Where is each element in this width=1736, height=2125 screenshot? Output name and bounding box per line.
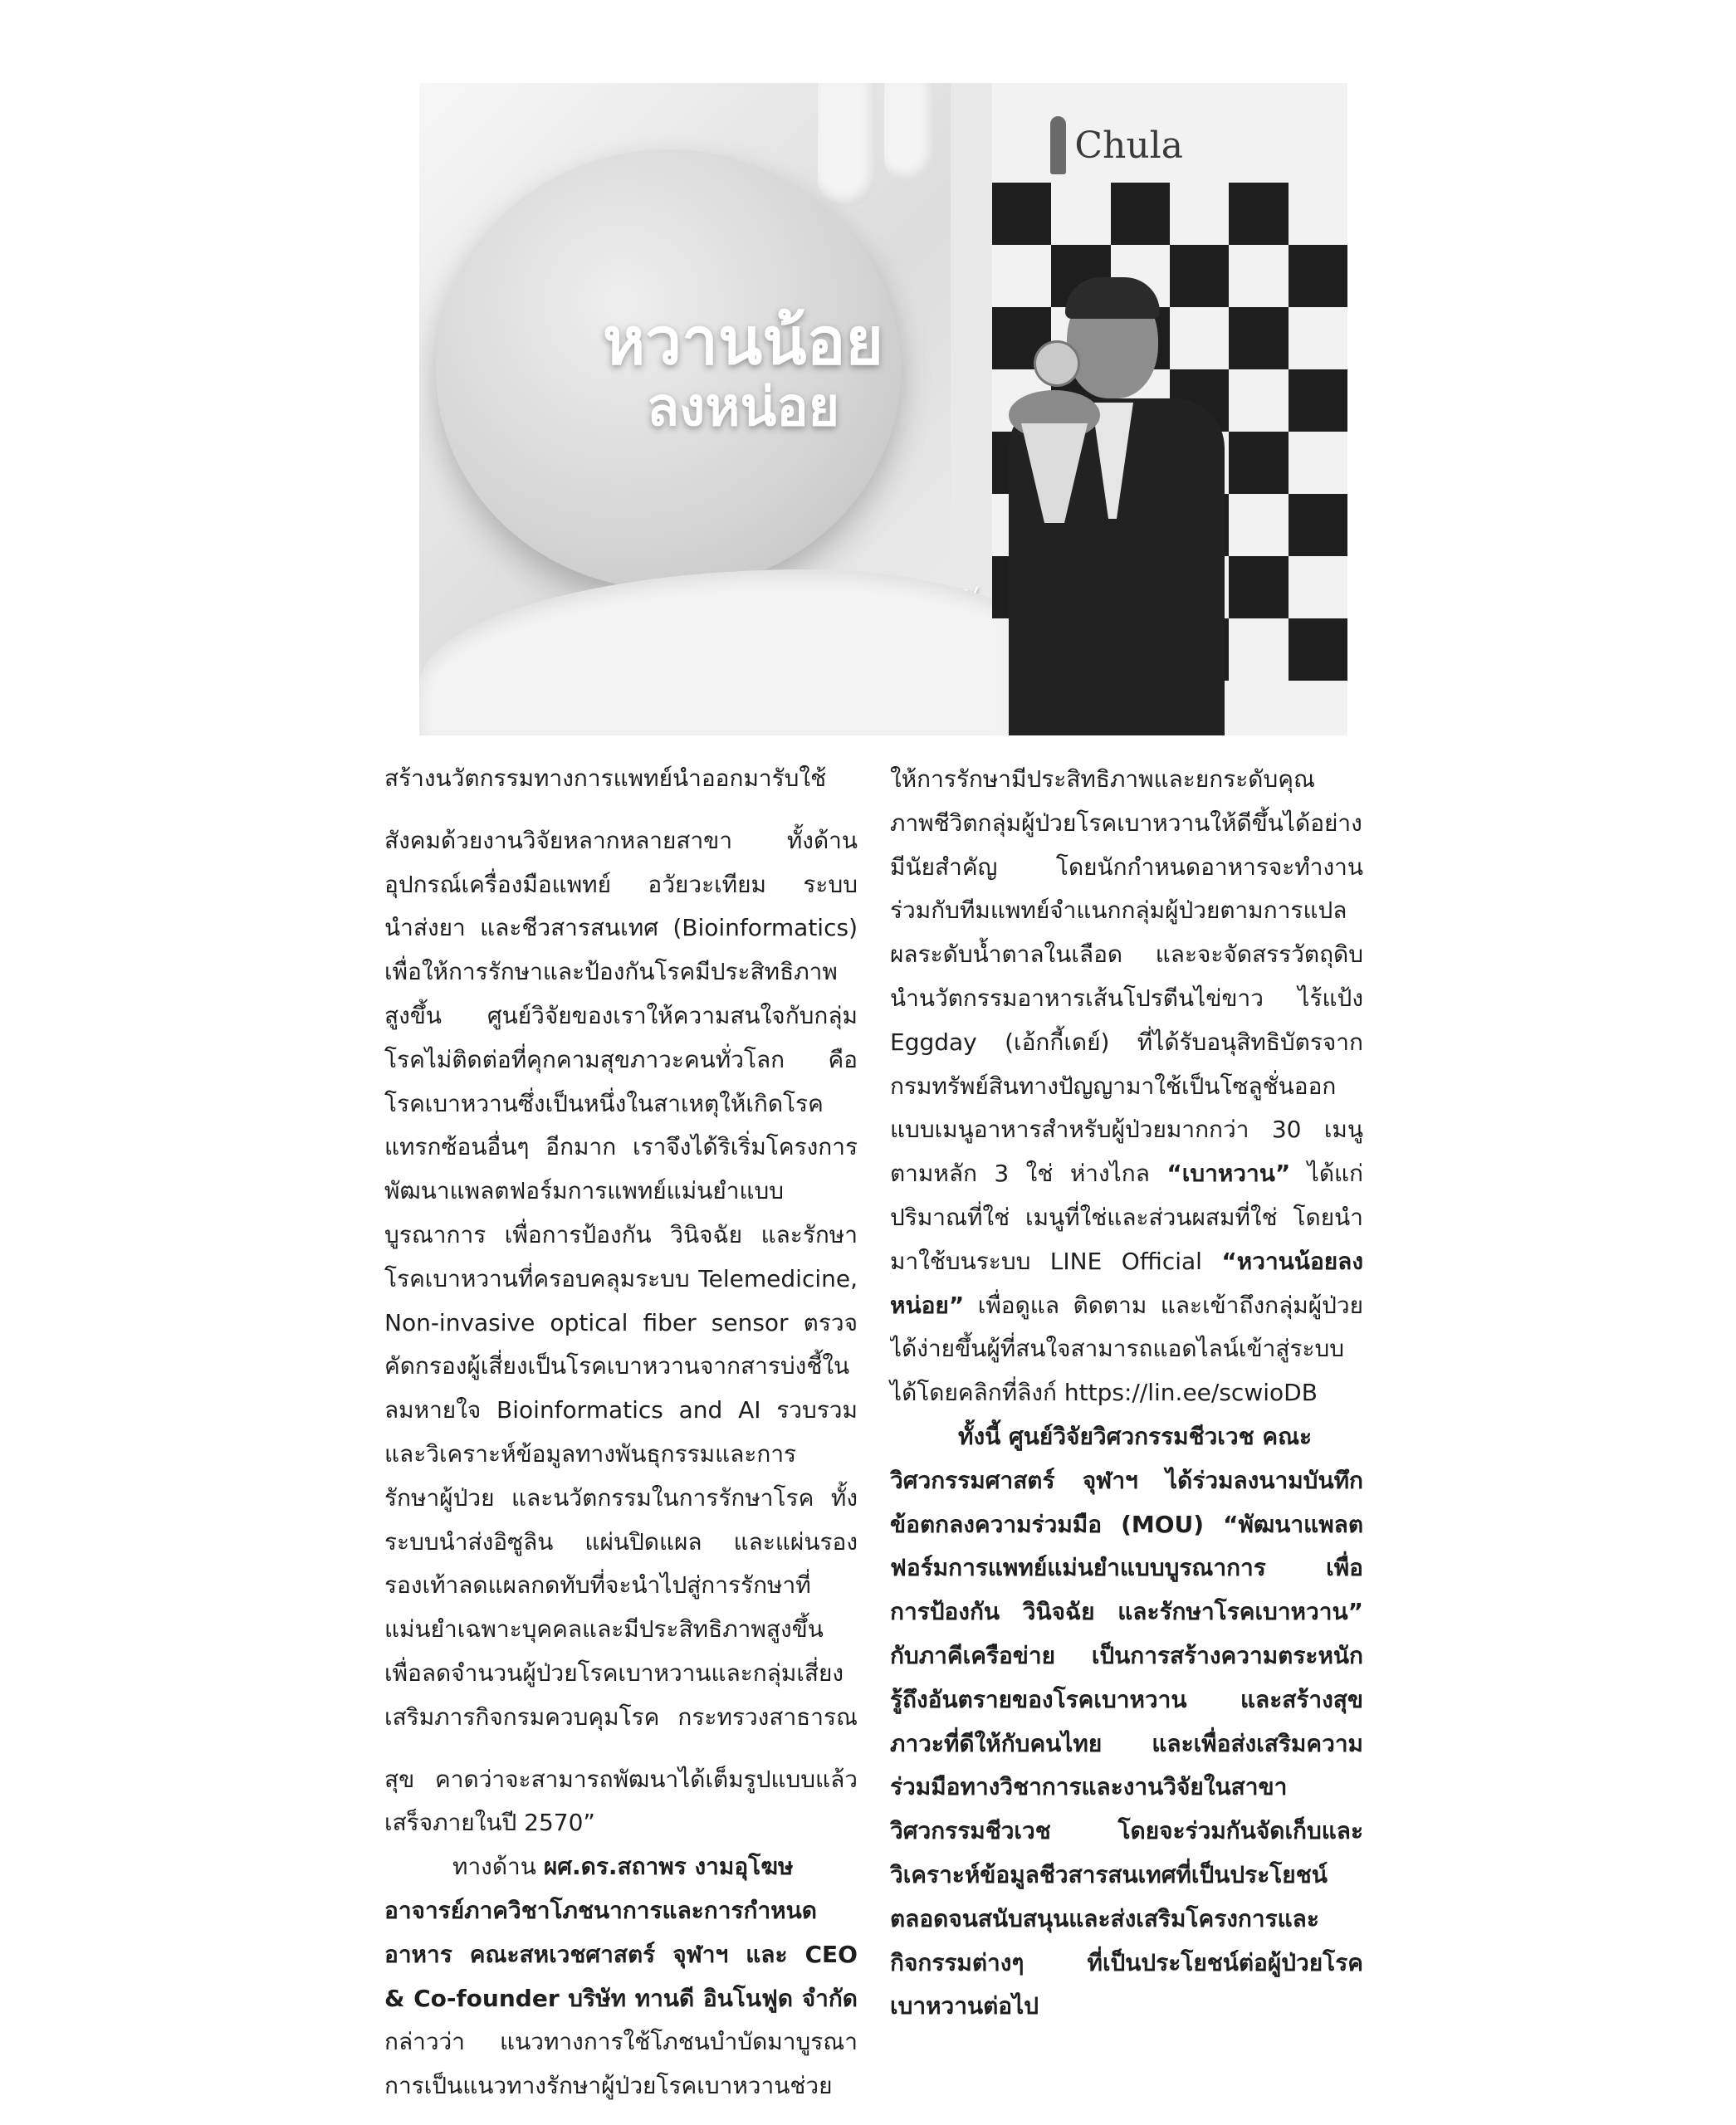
text-line: แม่นยำเฉพาะบุคคลและมีประสิทธิภาพสูงขึ้น [384,1615,824,1644]
text-line: บูรณาการ เพื่อการป้องกัน วินิจฉัย และรักษา [384,1220,858,1248]
text-line [890,1284,1363,1328]
text-line: รักษาผู้ป่วย และนวัตกรรมในการรักษาโรค ทั้ง [384,1483,858,1512]
text-line [890,1766,1363,1810]
presenter-hair [1065,277,1160,319]
disc-title-line2: ลงหน่อย [646,376,840,438]
text-line [890,1722,1363,1766]
text-line: กล่าวว่า แนวทางการใช้โภชนบำบัดมาบูรณา [384,2028,858,2056]
bold-text: ข้อตกลงความร่วมมือ (MOU) “พัฒนาแพลต [890,1510,1363,1538]
bold-text: “หวานน้อยลง [1221,1247,1363,1275]
bold-text: ร่วมมือทางวิชาการและงานวิจัยในสาขา [890,1773,1288,1801]
text-line [890,1546,1363,1590]
text-line [384,1977,858,2021]
text-line [890,1810,1363,1854]
text-line: การเป็นแนวทางรักษาผู้ป่วยโรคเบาหวานช่วย [384,2072,833,2100]
bold-text: กิจกรรมต่างๆ ที่เป็นประโยชน์ต่อผู้ป่วยโรค [890,1948,1363,1976]
text-line: แทรกซ้อนอื่นๆ อีกมาก เราจึงได้ริเริ่มโครงการ [384,1133,858,1161]
text-line: สร้างนวัตกรรมทางการแพทย์นำออกมารับใช้ [384,765,827,792]
text-line: ให้การรักษามีประสิทธิภาพและยกระดับคุณ [890,765,1315,793]
text-line: นำส่งยา และชีวสารสนเทศ (Bioinformatics) [384,914,858,942]
text-line: ได้โดยคลิกที่ลิงก์ https://lin.ee/scwioDB [890,1379,1318,1407]
text-line [890,1459,1363,1503]
text-line [890,1985,1363,2029]
text-line: ร่วมกับทีมแพทย์จำแนกกลุ่มผู้ป่วยตามการแปล [890,896,1347,925]
bold-text: “เบาหวาน” [1166,1160,1291,1188]
text-line: ลมหายใจ Bioinformatics and AI รวบรวม [384,1396,858,1424]
bold-text: การป้องกัน วินิจฉัย และรักษาโรคเบาหวาน” [890,1598,1363,1626]
article-photo [419,83,1347,735]
article-column-left [384,757,858,2108]
text-line: สุข คาดว่าจะสามารถพัฒนาได้เต็มรูปแบบแล้ว [384,1765,858,1793]
bold-text: & Co-founder บริษัท ทานดี อินโนฟูด จำกัด [384,1984,858,2012]
chula-logo-text: Chula [1074,124,1183,167]
text-line: นำนวัตกรรมอาหารเส้นโปรตีนไข่ขาว ไร้แป้ง [890,984,1363,1012]
text-line: มีนัยสำคัญ โดยนักกำหนดอาหารจะทำงาน [890,852,1363,881]
text-line: เพื่อลดจำนวนผู้ป่วยโรคเบาหวานและกลุ่มเสี่ยง [384,1658,844,1687]
prop-sign [1034,340,1080,387]
text-line: ภาพชีวิตกลุ่มผู้ป่วยโรคเบาหวานให้ดีขึ้นได้อย่าง [890,808,1362,837]
text-line [890,1678,1363,1722]
bold-text: ทั้งนี้ ศูนย์วิจัยวิศวกรรมชีวเวช คณะ [958,1422,1313,1450]
text-line: สังคมด้วยงานวิจัยหลากหลายสาขา ทั้งด้าน [384,826,858,854]
bold-text: เบาหวานต่อไป [890,1992,1039,2020]
text-line: รองเท้าลดแผลกดทับที่จะนำไปสู่การรักษาที่ [384,1571,811,1600]
chula-crest-icon [1050,116,1066,174]
text-span: ได้แก่ [1290,1160,1363,1188]
text-line [890,1152,1363,1196]
text-line: และวิเคราะห์ข้อมูลทางพันธุกรรมและการ [384,1439,797,1468]
bold-text: วิศวกรรมศาสตร์ จุฬาฯ ได้ร่วมลงนามบันทึก [890,1466,1363,1494]
text-line: คัดกรองผู้เสี่ยงเป็นโรคเบาหวานจากสารบ่งชี้ใน [384,1352,850,1380]
text-line: อุปกรณ์เครื่องมือแพทย์ อวัยวะเทียม ระบบ [384,870,858,898]
text-line: Non-invasive optical fiber sensor ตรวจ [384,1308,858,1336]
person-name: ผศ.ดร.สถาพร งามอุโฆษ [543,1853,794,1881]
text-span: มาใช้บนระบบ LINE Official [890,1247,1222,1275]
text-line [890,1942,1363,1986]
disc-title-line1: หวานน้อย [602,305,884,379]
bold-text: ฟอร์มการแพทย์แม่นยำแบบบูรณาการ เพื่อ [890,1554,1363,1582]
text-line [384,1845,858,1889]
bold-text: หน่อย” [890,1291,965,1319]
text-line: โรคไม่ติดต่อที่คุกคามสุขภาวะคนทั่วโลก คือ [384,1045,858,1073]
text-line [890,1590,1363,1634]
text-line: สูงขึ้น ศูนย์วิจัยของเราให้ความสนใจกับกลุ่ม [384,1001,858,1029]
ice-cream-prop [1000,374,1108,564]
milk-drip [818,83,876,208]
prop-cone [1021,423,1088,523]
text-line [890,1898,1363,1942]
text-line [384,1889,858,1933]
text-line: ผลระดับน้ำตาลในเลือด และจะจัดสรรวัตถุดิบ [890,940,1363,969]
milk-drip [884,83,934,183]
article-column-right [890,758,1363,2029]
text-line [890,1854,1363,1898]
text-line: เสร็จภายในปี 2570” [384,1809,595,1837]
text-line: เพื่อให้การรักษาและป้องกันโรคมีประสิทธิภาพ [384,958,838,986]
bold-text: อาหาร คณะสหเวชศาสตร์ จุฬาฯ และ CEO [384,1940,858,1968]
text-line: ระบบนำส่งอิซูลิน แผ่นปิดแผล และแผ่นรอง [384,1527,858,1556]
text-span: ตามหลัก 3 ใช่ ห่างไกล [890,1160,1167,1188]
text-line: แบบเมนูอาหารสำหรับผู้ป่วยมากกว่า 30 เมนู [890,1116,1363,1144]
bold-text: ภาวะที่ดีให้กับคนไทย และเพื่อส่งเสริมความ [890,1729,1363,1757]
text-line: โรคเบาหวานซึ่งเป็นหนึ่งในสาเหตุให้เกิดโรค [384,1089,824,1117]
text-line [890,1634,1363,1678]
text-span: ทางด้าน [452,1853,544,1881]
text-line: พัฒนาแพลตฟอร์มการแพทย์แม่นยำแบบ [384,1177,785,1205]
text-line: ได้ง่ายขึ้นผู้ที่สนใจสามารถแอดไลน์เข้าสู่ระบบ [890,1335,1345,1363]
bold-text: วิศวกรรมชีวเวช โดยจะร่วมกันจัดเก็บและ [890,1817,1363,1845]
text-line [890,1503,1363,1547]
bold-text: วิเคราะห์ข้อมูลชีวสารสนเทศที่เป็นประโยชน์ [890,1860,1328,1888]
bold-text: กับภาคีเครือข่าย เป็นการสร้างความตระหนัก [890,1641,1363,1669]
chula-logo [1050,108,1183,183]
bold-text: รู้ถึงอันตรายของโรคเบาหวาน และสร้างสุข [890,1685,1363,1713]
text-line: กรมทรัพย์สินทางปัญญามาใช้เป็นโซลูชั่นออก [890,1072,1337,1100]
text-line: Eggday (เอ้กกี้เดย์) ที่ได้รับอนุสิทธิบัตรจาก [890,1028,1363,1056]
text-span: เพื่อดูแล ติดตาม และเข้าถึงกลุ่มผู้ป่วย [964,1291,1363,1319]
text-line [384,1933,858,1977]
text-line [890,1240,1363,1284]
text-line: ปริมาณที่ใช่ เมนูที่ใช่และส่วนผสมที่ใช่ โดยนำ [890,1203,1363,1231]
disc-title [569,307,917,437]
text-line: เสริมภารกิจกรมควบคุมโรค กระทรวงสาธารณ [384,1702,858,1731]
bold-text: อาจารย์ภาควิชาโภชนาการและการกำหนด [384,1896,817,1924]
text-line: โรคเบาหวานที่ครอบคลุมระบบ Telemedicine, [384,1264,858,1292]
bold-text: ตลอดจนสนับสนุนและส่งเสริมโครงการและ [890,1904,1319,1932]
text-line [890,1415,1363,1459]
